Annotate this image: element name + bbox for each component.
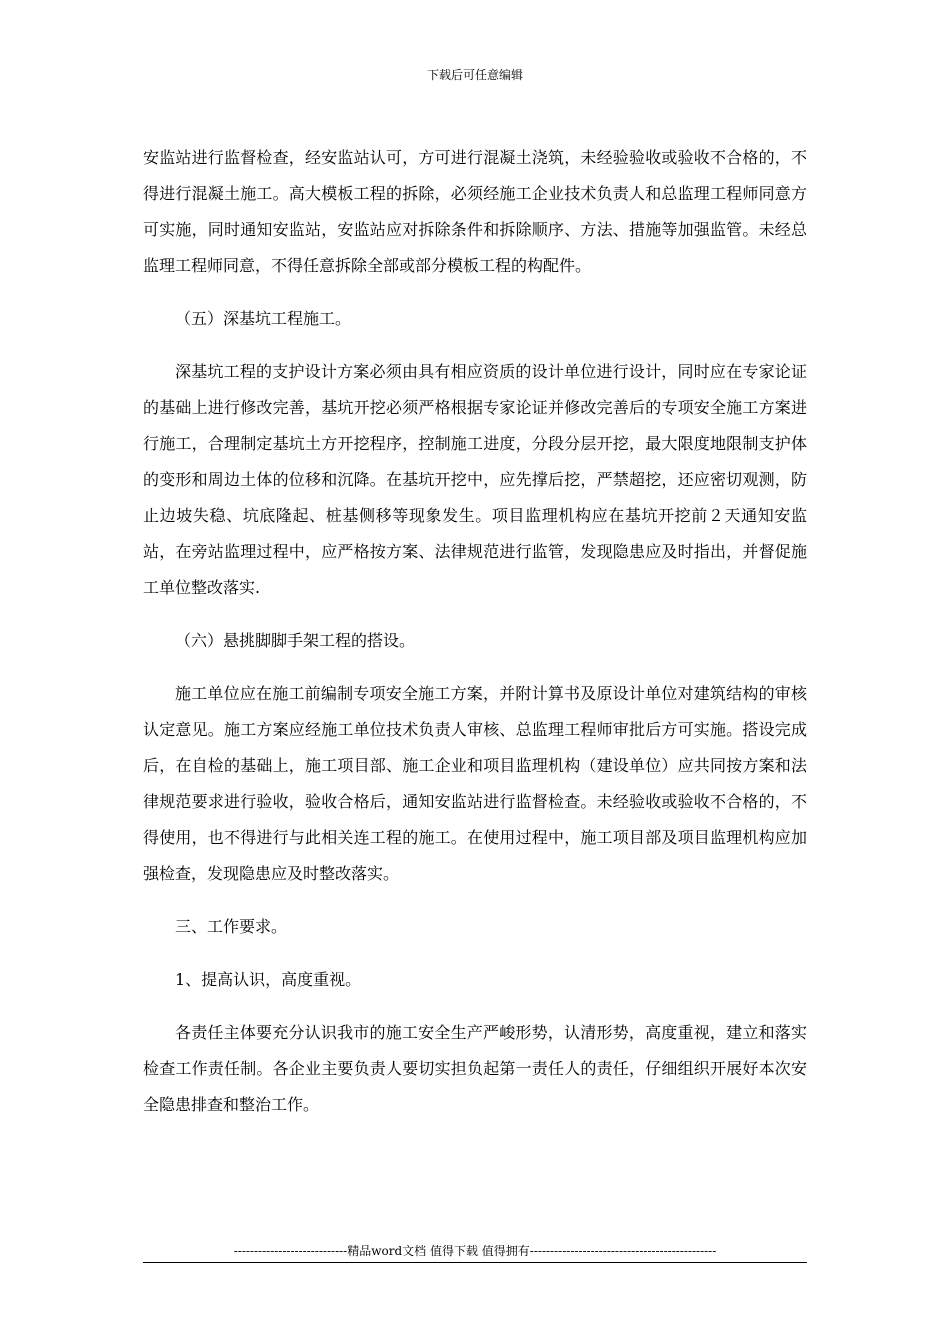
- footer-divider: [143, 1262, 807, 1263]
- document-body: [143, 140, 807, 1123]
- paragraph-formwork-removal: 安监站进行监督检查，经安监站认可，方可进行混凝土浇筑，未经验验收或验收不合格的，不得进行混凝土施工。高大模板工程的拆除，必须经施工企业技术负责人和总监理工程师同意方可实施，同时通知安监站，安监站应对拆除条件和拆除顺序、方法、措施等加强监管。未经总监理工程师同意，不得任意拆除全部或部分模板工程的构配件。: [143, 148, 807, 275]
- page-header: 下载后可任意编辑: [426, 68, 523, 82]
- page-footer: ----------------------------精品word文档 值得下载 值得拥有----------------------------------------------: [233, 1244, 717, 1258]
- heading-cantilever-scaffold: （六）悬挑脚脚手架工程的搭设。: [175, 631, 416, 650]
- heading-deep-foundation: （五）深基坑工程施工。: [175, 309, 352, 328]
- paragraph-deep-foundation: 深基坑工程的支护设计方案必须由具有相应资质的设计单位进行设计，同时应在专家论证的基础上进行修改完善，基坑开挖必须严格根据专家论证并修改完善后的专项安全施工方案进行施工，合理制定基坑土方开挖程序，控制施工进度，分段分层开挖，最大限度地限制支护体的变形和周边土体的位移和沉降。在基坑开挖中，应先撑后挖，严禁超挖，还应密切观测，防止边坡失稳、坑底隆起、桩基侧移等现象发生。项目监理机构应在基坑开挖前２天通知安监站，在旁站监理过程中，应严格按方案、法律规范进行监管，发现隐患应及时指出，并督促施工单位整改落实.: [143, 362, 807, 597]
- paragraph-responsibility: 各责任主体要充分认识我市的施工安全生产严峻形势，认清形势，高度重视，建立和落实检查工作责任制。各企业主要负责人要切实担负起第一责任人的责任，仔细组织开展好本次安全隐患排查和整治工作。: [143, 1023, 807, 1114]
- paragraph-cantilever-scaffold: 施工单位应在施工前编制专项安全施工方案，并附计算书及原设计单位对建筑结构的审核认定意见。施工方案应经施工单位技术负责人审核、总监理工程师审批后方可实施。搭设完成后，在自检的基础上，施工项目部、施工企业和项目监理机构（建设单位）应共同按方案和法律规范要求进行验收，验收合格后，通知安监站进行监督检查。未经验收或验收不合格的，不得使用，也不得进行与此相关连工程的施工。在使用过程中，施工项目部及项目监理机构应加强检查，发现隐患应及时整改落实。: [143, 684, 807, 883]
- heading-work-requirements: 三、工作要求。: [175, 917, 288, 936]
- heading-raise-awareness: 1、提高认识，高度重视。: [175, 970, 362, 989]
